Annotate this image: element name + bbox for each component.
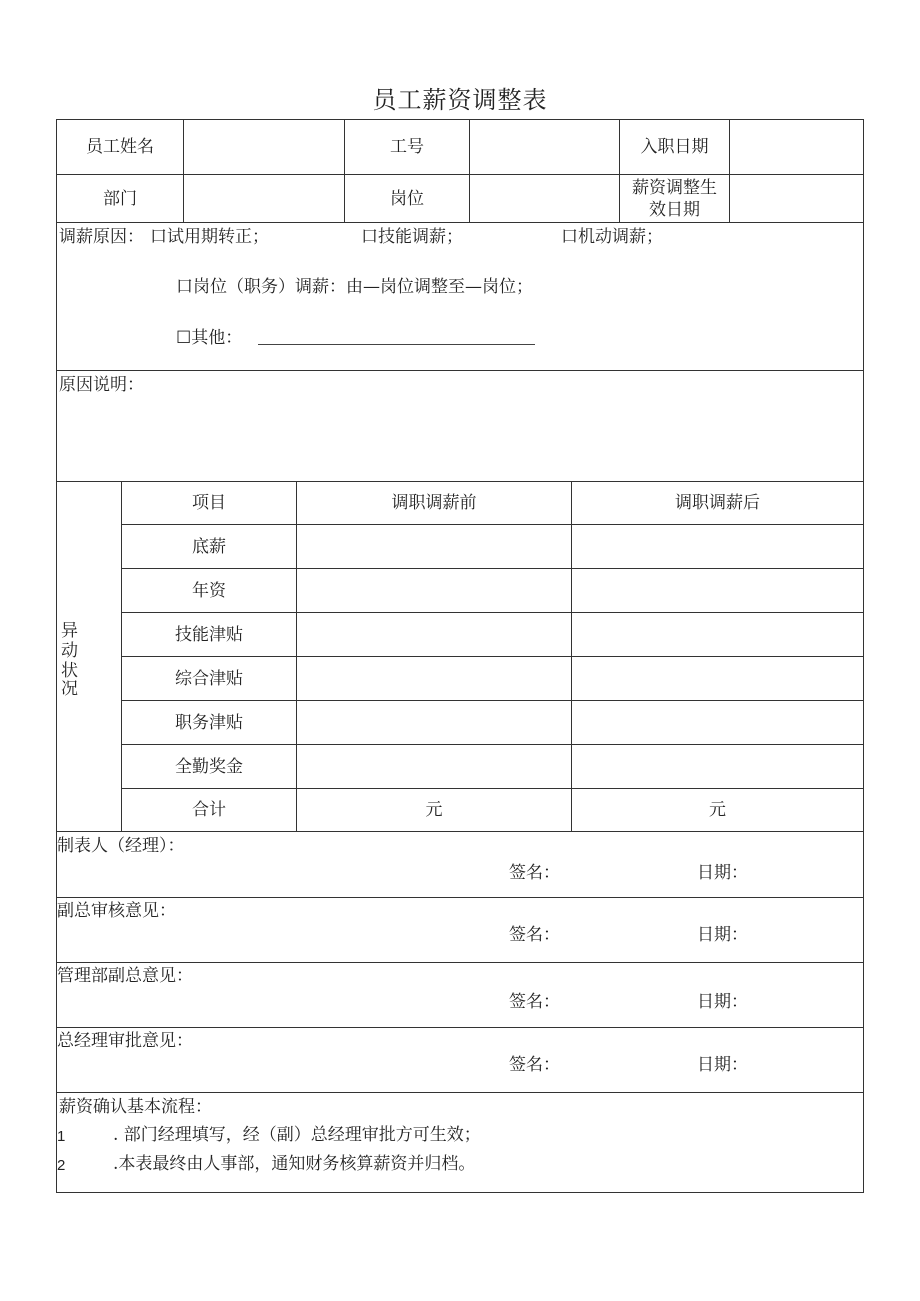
reason-note-field[interactable] xyxy=(57,397,863,481)
border-bottom xyxy=(56,1192,864,1193)
divider xyxy=(56,222,864,223)
reason-option-position[interactable]: 口岗位（职务）调薪：由—岗位调整至—岗位； xyxy=(176,277,533,297)
row-label-base-salary: 底薪 xyxy=(192,537,226,557)
department-label: 部门 xyxy=(103,189,137,209)
effective-date-label-line2: 效日期 xyxy=(649,200,700,220)
total-after-unit: 元 xyxy=(709,800,726,820)
approval-admin-vp-sign[interactable]: 签名： xyxy=(509,992,560,1012)
cell-after-general-allowance[interactable] xyxy=(572,657,863,700)
row-label-seniority: 年资 xyxy=(192,581,226,601)
col-header-item: 项目 xyxy=(192,493,226,513)
reason-option-probation[interactable]: 口试用期转正； xyxy=(150,227,269,247)
row-label-position-allowance: 职务津贴 xyxy=(175,713,243,733)
employee-no-field[interactable] xyxy=(470,122,619,174)
change-side-char: 况 xyxy=(61,679,78,699)
cell-before-attendance-bonus[interactable] xyxy=(297,745,571,788)
cell-before-seniority[interactable] xyxy=(297,569,571,612)
approval-preparer-date[interactable]: 日期： xyxy=(697,863,748,883)
cell-after-position-allowance[interactable] xyxy=(572,701,863,744)
cell-after-attendance-bonus[interactable] xyxy=(572,745,863,788)
approval-gm-sign[interactable]: 签名： xyxy=(509,1055,560,1075)
approval-gm-date[interactable]: 日期： xyxy=(697,1055,748,1075)
approval-preparer-sign[interactable]: 签名： xyxy=(509,863,560,883)
total-before-unit: 元 xyxy=(425,800,443,820)
employee-name-label: 员工姓名 xyxy=(86,137,154,157)
change-side-char: 动 xyxy=(61,641,78,661)
divider xyxy=(56,481,864,482)
reason-note-label: 原因说明： xyxy=(59,375,144,395)
effective-date-label-line1: 薪资调整生 xyxy=(632,178,717,198)
approval-vp-date[interactable]: 日期： xyxy=(697,925,748,945)
divider xyxy=(56,1027,864,1028)
position-label: 岗位 xyxy=(390,189,424,209)
cell-after-base-salary[interactable] xyxy=(572,525,863,568)
effective-date-field[interactable] xyxy=(730,176,863,222)
employee-name-field[interactable] xyxy=(184,122,344,174)
process-heading: 薪资确认基本流程： xyxy=(59,1097,212,1117)
reason-option-flexible[interactable]: 口机动调薪； xyxy=(561,227,663,247)
hire-date-field[interactable] xyxy=(730,122,863,174)
divider xyxy=(56,1092,864,1093)
other-reason-underline[interactable] xyxy=(258,344,535,345)
approval-admin-vp-date[interactable]: 日期： xyxy=(697,992,748,1012)
hire-date-label: 入职日期 xyxy=(640,137,709,157)
approval-vp-sign[interactable]: 签名： xyxy=(509,925,560,945)
cell-before-position-allowance[interactable] xyxy=(297,701,571,744)
row-label-skill-allowance: 技能津贴 xyxy=(175,625,243,645)
cell-before-base-salary[interactable] xyxy=(297,525,571,568)
divider xyxy=(56,174,864,175)
reason-label: 调薪原因： xyxy=(59,227,144,247)
reason-option-skill[interactable]: 口技能调薪； xyxy=(361,227,463,247)
approval-admin-vp-label: 管理部副总意见： xyxy=(57,966,193,986)
divider xyxy=(56,962,864,963)
employee-no-label: 工号 xyxy=(390,137,424,157)
cell-after-seniority[interactable] xyxy=(572,569,863,612)
process-step1-text: . 部门经理填写，经（副）总经理审批方可生效； xyxy=(113,1125,481,1145)
reason-option-other[interactable]: ☐其他： xyxy=(176,328,243,348)
divider xyxy=(56,831,864,832)
change-side-char: 状 xyxy=(61,661,78,681)
process-step1-number: 1 xyxy=(57,1128,66,1145)
row-label-total: 合计 xyxy=(192,800,226,820)
cell-before-skill-allowance[interactable] xyxy=(297,613,571,656)
form-title: 员工薪资调整表 xyxy=(372,86,548,114)
col-header-before: 调职调薪前 xyxy=(391,493,477,513)
divider xyxy=(56,897,864,898)
cell-before-general-allowance[interactable] xyxy=(297,657,571,700)
divider xyxy=(121,788,864,789)
position-field[interactable] xyxy=(470,176,619,222)
change-side-char: 异 xyxy=(61,621,78,641)
process-step2-number: 2 xyxy=(57,1157,66,1174)
cell-after-skill-allowance[interactable] xyxy=(572,613,863,656)
divider xyxy=(56,370,864,371)
row-label-attendance-bonus: 全勤奖金 xyxy=(175,757,243,777)
row-label-general-allowance: 综合津贴 xyxy=(175,669,243,689)
approval-preparer-label: 制表人（经理）： xyxy=(57,836,185,856)
col-header-after: 调职调薪后 xyxy=(675,493,760,513)
department-field[interactable] xyxy=(184,176,344,222)
approval-gm-label: 总经理审批意见： xyxy=(57,1031,193,1051)
approval-vp-label: 副总审核意见： xyxy=(57,901,176,921)
process-step2-text: .本表最终由人事部，通知财务核算薪资并归档。 xyxy=(113,1154,476,1174)
border-top xyxy=(56,119,864,120)
